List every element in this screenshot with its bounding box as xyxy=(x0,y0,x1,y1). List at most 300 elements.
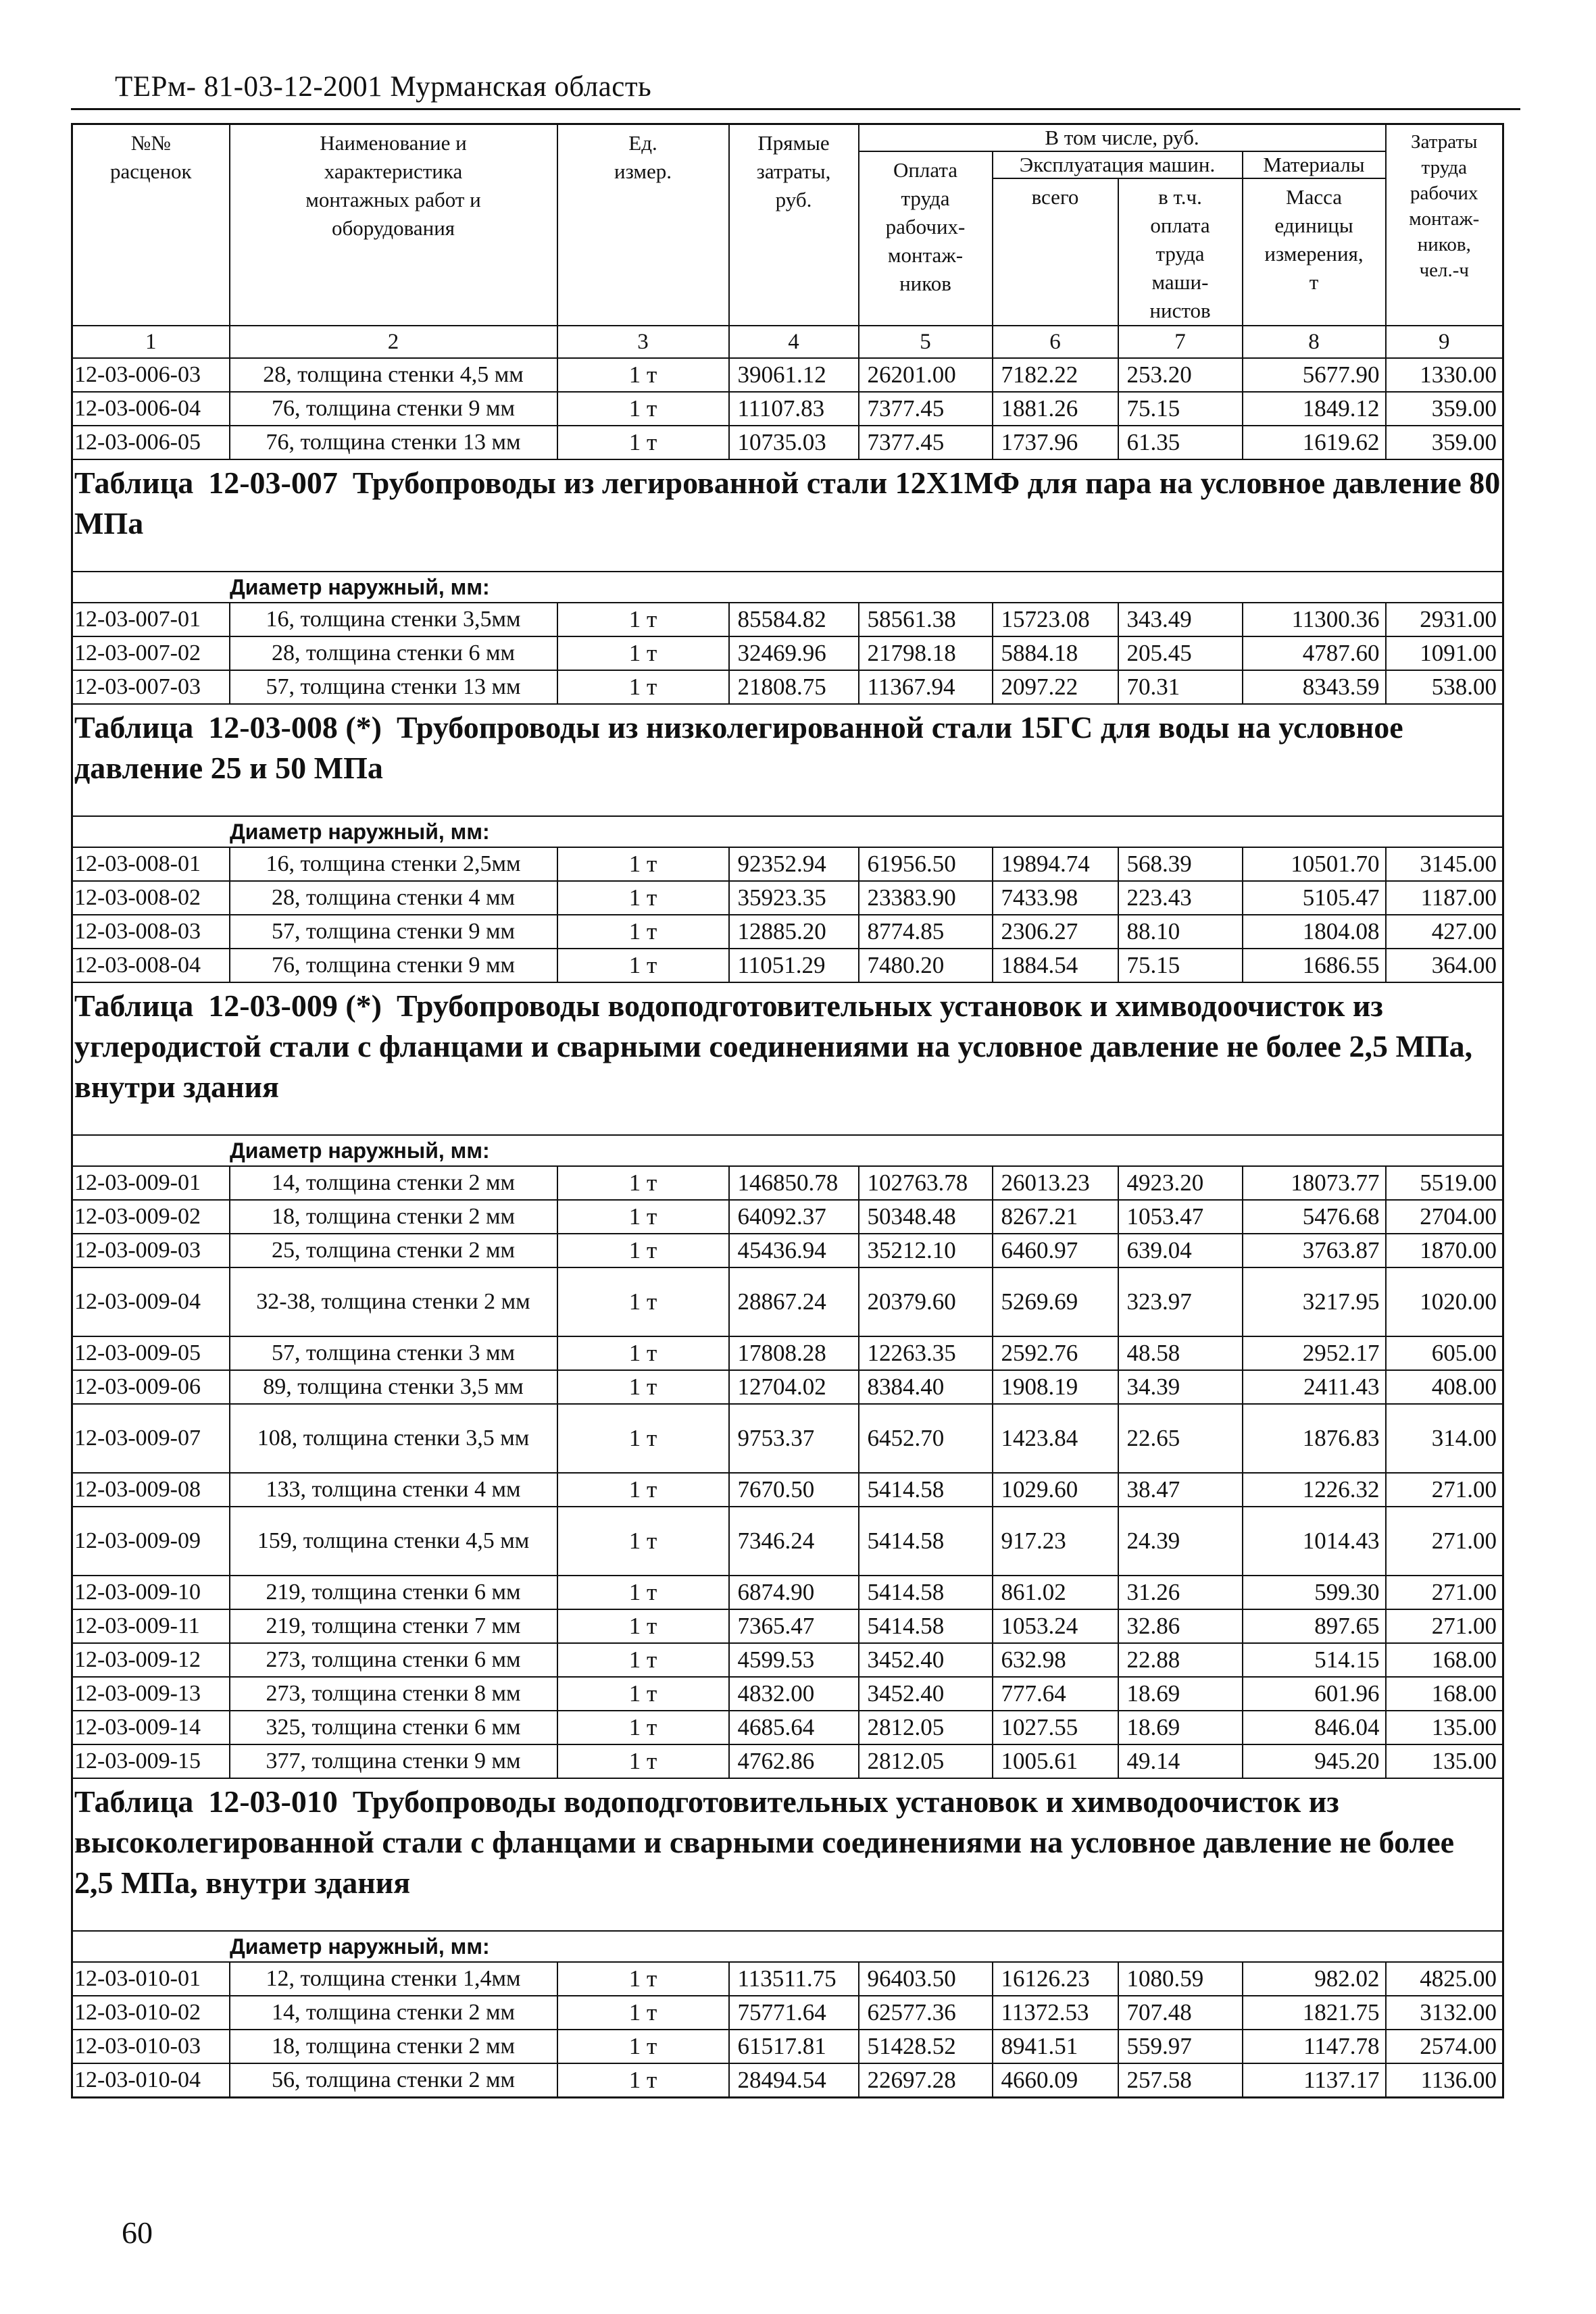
cell-unit: 1 т xyxy=(557,2063,729,2098)
cell-direct: 12704.02 xyxy=(729,1370,859,1404)
cell-labor-hours: 271.00 xyxy=(1386,1473,1503,1507)
cell-materials: 514.15 xyxy=(1243,1643,1386,1677)
cell-code: 12-03-009-14 xyxy=(72,1711,230,1744)
cell-code: 12-03-009-02 xyxy=(72,1200,230,1234)
cell-unit: 1 т xyxy=(557,1234,729,1267)
table-row xyxy=(72,1643,1503,1677)
cell-code: 12-03-009-01 xyxy=(72,1166,230,1200)
cell-labor-pay: 5414.58 xyxy=(859,1576,993,1609)
cell-name: 56, толщина стенки 2 мм xyxy=(230,2063,557,2098)
section-title-row xyxy=(72,982,1503,1107)
cell-name: 76, толщина стенки 9 мм xyxy=(230,949,557,982)
cell-labor-pay: 5414.58 xyxy=(859,1473,993,1507)
column-number: 6 xyxy=(993,326,1118,358)
table-header xyxy=(72,124,1503,326)
cell-direct: 7365.47 xyxy=(729,1609,859,1643)
cell-unit: 1 т xyxy=(557,1962,729,1996)
col-mass-header: Масса единицы измерения, т xyxy=(1243,178,1386,326)
cell-code: 12-03-010-04 xyxy=(72,2063,230,2098)
cell-direct: 92352.94 xyxy=(729,847,859,881)
cell-code: 12-03-009-06 xyxy=(72,1370,230,1404)
document-header: ТЕРм- 81-03-12-2001 Мурманская область xyxy=(115,71,652,103)
cell-code: 12-03-010-03 xyxy=(72,2030,230,2063)
col-direct-header: Прямые затраты, руб. xyxy=(729,124,859,326)
cell-labor-hours: 168.00 xyxy=(1386,1643,1503,1677)
cell-labor-pay: 8384.40 xyxy=(859,1370,993,1404)
diameter-subheading: Диаметр наружный, мм: xyxy=(72,572,1503,603)
cell-materials: 18073.77 xyxy=(1243,1166,1386,1200)
cell-machine-total: 917.23 xyxy=(993,1507,1118,1576)
cell-machine-labor: 568.39 xyxy=(1118,847,1243,881)
cell-labor-hours: 3132.00 xyxy=(1386,1996,1503,2030)
cell-materials: 1804.08 xyxy=(1243,915,1386,949)
cell-code: 12-03-009-11 xyxy=(72,1609,230,1643)
cell-unit: 1 т xyxy=(557,2030,729,2063)
cell-materials: 5105.47 xyxy=(1243,881,1386,915)
cell-machine-labor: 75.15 xyxy=(1118,392,1243,426)
table-row xyxy=(72,670,1503,704)
cell-code: 12-03-009-05 xyxy=(72,1336,230,1370)
cell-materials: 601.96 xyxy=(1243,1677,1386,1711)
col-code-header: №№ расценок xyxy=(72,124,230,326)
cell-labor-hours: 314.00 xyxy=(1386,1404,1503,1473)
cell-materials: 846.04 xyxy=(1243,1711,1386,1744)
section-spacer xyxy=(72,1903,1503,1931)
cell-unit: 1 т xyxy=(557,1677,729,1711)
cell-machine-total: 2592.76 xyxy=(993,1336,1118,1370)
cell-machine-total: 7433.98 xyxy=(993,881,1118,915)
cell-unit: 1 т xyxy=(557,915,729,949)
cell-labor-hours: 1330.00 xyxy=(1386,358,1503,392)
cell-labor-hours: 5519.00 xyxy=(1386,1166,1503,1200)
cell-machine-total: 861.02 xyxy=(993,1576,1118,1609)
column-number: 8 xyxy=(1243,326,1386,358)
cell-labor-pay: 96403.50 xyxy=(859,1962,993,1996)
table-row xyxy=(72,949,1503,982)
column-number: 9 xyxy=(1386,326,1503,358)
cell-labor-pay: 23383.90 xyxy=(859,881,993,915)
cell-materials: 1147.78 xyxy=(1243,2030,1386,2063)
cell-machine-labor: 75.15 xyxy=(1118,949,1243,982)
table-row xyxy=(72,1609,1503,1643)
cell-name: 219, толщина стенки 6 мм xyxy=(230,1576,557,1609)
section-title-row xyxy=(72,704,1503,788)
cell-code: 12-03-009-13 xyxy=(72,1677,230,1711)
section-title-label: Таблица xyxy=(74,466,194,500)
section-title-label: Таблица xyxy=(74,1784,194,1819)
cell-labor-pay: 7377.45 xyxy=(859,426,993,459)
cell-unit: 1 т xyxy=(557,1370,729,1404)
table-row xyxy=(72,915,1503,949)
cell-labor-pay: 20379.60 xyxy=(859,1267,993,1336)
cell-materials: 2411.43 xyxy=(1243,1370,1386,1404)
cell-machine-total: 1005.61 xyxy=(993,1744,1118,1778)
table-row xyxy=(72,1744,1503,1778)
cell-unit: 1 т xyxy=(557,1507,729,1576)
cell-code: 12-03-007-01 xyxy=(72,603,230,636)
col-machine-labor-header: в т.ч. оплата труда маши- нистов xyxy=(1118,178,1243,326)
cell-labor-hours: 271.00 xyxy=(1386,1507,1503,1576)
cell-materials: 3217.95 xyxy=(1243,1267,1386,1336)
cell-machine-labor: 253.20 xyxy=(1118,358,1243,392)
cell-name: 57, толщина стенки 3 мм xyxy=(230,1336,557,1370)
cell-unit: 1 т xyxy=(557,1609,729,1643)
spacer-cell xyxy=(72,1107,1503,1135)
cell-direct: 6874.90 xyxy=(729,1576,859,1609)
cell-name: 25, толщина стенки 2 мм xyxy=(230,1234,557,1267)
cell-machine-total: 5884.18 xyxy=(993,636,1118,670)
cell-direct: 4685.64 xyxy=(729,1711,859,1744)
cell-code: 12-03-009-10 xyxy=(72,1576,230,1609)
cell-machine-labor: 707.48 xyxy=(1118,1996,1243,2030)
cell-labor-hours: 1870.00 xyxy=(1386,1234,1503,1267)
cell-labor-pay: 21798.18 xyxy=(859,636,993,670)
cell-machine-labor: 1080.59 xyxy=(1118,1962,1243,1996)
page-number: 60 xyxy=(122,2215,153,2250)
cell-code: 12-03-008-04 xyxy=(72,949,230,982)
cell-materials: 10501.70 xyxy=(1243,847,1386,881)
cell-code: 12-03-008-01 xyxy=(72,847,230,881)
cell-direct: 75771.64 xyxy=(729,1996,859,2030)
cell-machine-total: 7182.22 xyxy=(993,358,1118,392)
cell-materials: 1137.17 xyxy=(1243,2063,1386,2098)
cell-code: 12-03-006-03 xyxy=(72,358,230,392)
cell-labor-hours: 1136.00 xyxy=(1386,2063,1503,2098)
cell-code: 12-03-009-09 xyxy=(72,1507,230,1576)
cell-labor-pay: 2812.05 xyxy=(859,1744,993,1778)
cell-name: 57, толщина стенки 9 мм xyxy=(230,915,557,949)
cell-direct: 21808.75 xyxy=(729,670,859,704)
cell-labor-pay: 58561.38 xyxy=(859,603,993,636)
cell-machine-labor: 34.39 xyxy=(1118,1370,1243,1404)
col-unit-header: Ед. измер. xyxy=(557,124,729,326)
cell-labor-hours: 605.00 xyxy=(1386,1336,1503,1370)
cell-code: 12-03-009-12 xyxy=(72,1643,230,1677)
cell-labor-hours: 2574.00 xyxy=(1386,2030,1503,2063)
cell-materials: 599.30 xyxy=(1243,1576,1386,1609)
cell-labor-pay: 51428.52 xyxy=(859,2030,993,2063)
section-title xyxy=(72,459,1503,544)
cell-unit: 1 т xyxy=(557,1200,729,1234)
section-title-row xyxy=(72,1778,1503,1903)
cell-direct: 7670.50 xyxy=(729,1473,859,1507)
cell-code: 12-03-006-05 xyxy=(72,426,230,459)
section-spacer xyxy=(72,788,1503,816)
cell-materials: 982.02 xyxy=(1243,1962,1386,1996)
cell-direct: 9753.37 xyxy=(729,1404,859,1473)
section-title-text: Трубопроводы водоподготовительных установок и химводоочисток из высоколегированной стали с фланцами и сварными соединениями на условное давление не более 2,5 МПа, внутри здания xyxy=(74,1784,1455,1900)
subheading-row xyxy=(72,1931,1503,1962)
cell-name: 133, толщина стенки 4 мм xyxy=(230,1473,557,1507)
cell-materials: 1821.75 xyxy=(1243,1996,1386,2030)
cell-machine-total: 1053.24 xyxy=(993,1609,1118,1643)
cell-machine-labor: 24.39 xyxy=(1118,1507,1243,1576)
cell-labor-pay: 35212.10 xyxy=(859,1234,993,1267)
cell-code: 12-03-010-02 xyxy=(72,1996,230,2030)
cell-direct: 4832.00 xyxy=(729,1677,859,1711)
header-rule xyxy=(71,108,1520,110)
cell-labor-hours: 271.00 xyxy=(1386,1609,1503,1643)
col-labor-pay-header: Оплата труда рабочих- монтаж- ников xyxy=(859,151,993,326)
cell-materials: 8343.59 xyxy=(1243,670,1386,704)
cell-labor-hours: 2704.00 xyxy=(1386,1200,1503,1234)
cell-machine-total: 15723.08 xyxy=(993,603,1118,636)
column-number: 3 xyxy=(557,326,729,358)
cell-code: 12-03-009-03 xyxy=(72,1234,230,1267)
table-row xyxy=(72,603,1503,636)
cell-machine-total: 6460.97 xyxy=(993,1234,1118,1267)
cell-machine-total: 16126.23 xyxy=(993,1962,1118,1996)
cell-direct: 11051.29 xyxy=(729,949,859,982)
section-spacer xyxy=(72,1107,1503,1135)
table-row xyxy=(72,1336,1503,1370)
cell-unit: 1 т xyxy=(557,1711,729,1744)
cell-machine-labor: 22.88 xyxy=(1118,1643,1243,1677)
table-row xyxy=(72,1267,1503,1336)
cell-name: 18, толщина стенки 2 мм xyxy=(230,1200,557,1234)
cell-labor-hours: 408.00 xyxy=(1386,1370,1503,1404)
table-row xyxy=(72,1576,1503,1609)
cell-name: 377, толщина стенки 9 мм xyxy=(230,1744,557,1778)
table-row xyxy=(72,1507,1503,1576)
cell-labor-pay: 22697.28 xyxy=(859,2063,993,2098)
cell-name: 14, толщина стенки 2 мм xyxy=(230,1166,557,1200)
rates-table xyxy=(71,123,1504,2098)
cell-machine-labor: 257.58 xyxy=(1118,2063,1243,2098)
cell-machine-total: 1884.54 xyxy=(993,949,1118,982)
table-row xyxy=(72,2030,1503,2063)
cell-code: 12-03-008-03 xyxy=(72,915,230,949)
col-including-header: В том числе, руб. xyxy=(859,124,1386,152)
cell-machine-total: 8941.51 xyxy=(993,2030,1118,2063)
cell-name: 273, толщина стенки 8 мм xyxy=(230,1677,557,1711)
cell-machine-labor: 70.31 xyxy=(1118,670,1243,704)
cell-unit: 1 т xyxy=(557,358,729,392)
column-number: 1 xyxy=(72,326,230,358)
table-row xyxy=(72,358,1503,392)
cell-materials: 3763.87 xyxy=(1243,1234,1386,1267)
cell-machine-labor: 4923.20 xyxy=(1118,1166,1243,1200)
cell-machine-total: 2306.27 xyxy=(993,915,1118,949)
cell-unit: 1 т xyxy=(557,881,729,915)
cell-materials: 4787.60 xyxy=(1243,636,1386,670)
cell-labor-pay: 7377.45 xyxy=(859,392,993,426)
table-row xyxy=(72,1473,1503,1507)
cell-unit: 1 т xyxy=(557,1473,729,1507)
cell-labor-pay: 6452.70 xyxy=(859,1404,993,1473)
col-labor-hours-header: Затраты труда рабочих монтаж- ников, чел.-ч xyxy=(1386,124,1503,326)
table-row xyxy=(72,1234,1503,1267)
subheading-row xyxy=(72,816,1503,847)
cell-materials: 945.20 xyxy=(1243,1744,1386,1778)
cell-name: 32-38, толщина стенки 2 мм xyxy=(230,1267,557,1336)
cell-labor-pay: 62577.36 xyxy=(859,1996,993,2030)
col-machine-ops-header: Эксплуатация машин. xyxy=(993,151,1243,178)
cell-name: 16, толщина стенки 2,5мм xyxy=(230,847,557,881)
section-title-code: 12-03-007 xyxy=(208,466,338,500)
cell-code: 12-03-009-08 xyxy=(72,1473,230,1507)
cell-machine-total: 632.98 xyxy=(993,1643,1118,1677)
cell-machine-labor: 88.10 xyxy=(1118,915,1243,949)
spacer-cell xyxy=(72,544,1503,572)
cell-name: 57, толщина стенки 13 мм xyxy=(230,670,557,704)
cell-machine-total: 1027.55 xyxy=(993,1711,1118,1744)
cell-code: 12-03-009-04 xyxy=(72,1267,230,1336)
cell-machine-labor: 32.86 xyxy=(1118,1609,1243,1643)
cell-materials: 1686.55 xyxy=(1243,949,1386,982)
cell-code: 12-03-007-03 xyxy=(72,670,230,704)
col-materials-header: Материалы xyxy=(1243,151,1386,178)
cell-labor-hours: 359.00 xyxy=(1386,426,1503,459)
cell-materials: 897.65 xyxy=(1243,1609,1386,1643)
cell-labor-pay: 5414.58 xyxy=(859,1609,993,1643)
cell-unit: 1 т xyxy=(557,847,729,881)
section-title-text: Трубопроводы из низколегированной стали 15ГС для воды на условное давление 25 и 50 МПа xyxy=(74,710,1403,785)
cell-name: 14, толщина стенки 2 мм xyxy=(230,1996,557,2030)
cell-labor-hours: 1020.00 xyxy=(1386,1267,1503,1336)
cell-materials: 5677.90 xyxy=(1243,358,1386,392)
cell-machine-labor: 31.26 xyxy=(1118,1576,1243,1609)
cell-unit: 1 т xyxy=(557,1166,729,1200)
cell-direct: 4599.53 xyxy=(729,1643,859,1677)
table-row xyxy=(72,1166,1503,1200)
cell-machine-labor: 18.69 xyxy=(1118,1677,1243,1711)
table-body xyxy=(72,326,1503,2098)
cell-labor-pay: 102763.78 xyxy=(859,1166,993,1200)
cell-machine-total: 1881.26 xyxy=(993,392,1118,426)
cell-labor-hours: 2931.00 xyxy=(1386,603,1503,636)
cell-code: 12-03-009-07 xyxy=(72,1404,230,1473)
section-title xyxy=(72,1778,1503,1903)
cell-direct: 11107.83 xyxy=(729,392,859,426)
cell-direct: 28494.54 xyxy=(729,2063,859,2098)
cell-name: 16, толщина стенки 3,5мм xyxy=(230,603,557,636)
section-title-label: Таблица xyxy=(74,710,194,745)
cell-labor-hours: 1091.00 xyxy=(1386,636,1503,670)
cell-direct: 61517.81 xyxy=(729,2030,859,2063)
section-spacer xyxy=(72,544,1503,572)
cell-name: 273, толщина стенки 6 мм xyxy=(230,1643,557,1677)
section-title xyxy=(72,982,1503,1107)
cell-direct: 39061.12 xyxy=(729,358,859,392)
cell-unit: 1 т xyxy=(557,1643,729,1677)
table-row xyxy=(72,847,1503,881)
cell-name: 76, толщина стенки 13 мм xyxy=(230,426,557,459)
cell-unit: 1 т xyxy=(557,1336,729,1370)
cell-machine-labor: 323.97 xyxy=(1118,1267,1243,1336)
col-machine-total-header: всего xyxy=(993,178,1118,326)
cell-name: 12, толщина стенки 1,4мм xyxy=(230,1962,557,1996)
cell-code: 12-03-006-04 xyxy=(72,392,230,426)
cell-labor-pay: 11367.94 xyxy=(859,670,993,704)
cell-machine-total: 1908.19 xyxy=(993,1370,1118,1404)
cell-labor-hours: 427.00 xyxy=(1386,915,1503,949)
cell-machine-labor: 48.58 xyxy=(1118,1336,1243,1370)
cell-machine-total: 2097.22 xyxy=(993,670,1118,704)
cell-machine-labor: 49.14 xyxy=(1118,1744,1243,1778)
cell-unit: 1 т xyxy=(557,392,729,426)
column-number: 4 xyxy=(729,326,859,358)
cell-direct: 35923.35 xyxy=(729,881,859,915)
cell-machine-labor: 38.47 xyxy=(1118,1473,1243,1507)
table-row xyxy=(72,1711,1503,1744)
table-row xyxy=(72,1996,1503,2030)
cell-direct: 85584.82 xyxy=(729,603,859,636)
cell-labor-hours: 364.00 xyxy=(1386,949,1503,982)
diameter-subheading: Диаметр наружный, мм: xyxy=(72,1931,1503,1962)
cell-unit: 1 т xyxy=(557,603,729,636)
table-row xyxy=(72,1677,1503,1711)
cell-direct: 12885.20 xyxy=(729,915,859,949)
section-title-row xyxy=(72,459,1503,544)
cell-direct: 64092.37 xyxy=(729,1200,859,1234)
cell-code: 12-03-008-02 xyxy=(72,881,230,915)
cell-unit: 1 т xyxy=(557,670,729,704)
cell-labor-pay: 3452.40 xyxy=(859,1677,993,1711)
cell-machine-labor: 22.65 xyxy=(1118,1404,1243,1473)
cell-name: 89, толщина стенки 3,5 мм xyxy=(230,1370,557,1404)
cell-materials: 2952.17 xyxy=(1243,1336,1386,1370)
cell-labor-hours: 168.00 xyxy=(1386,1677,1503,1711)
section-title-code: 12-03-008 (*) xyxy=(208,710,382,745)
cell-labor-pay: 26201.00 xyxy=(859,358,993,392)
cell-machine-total: 1737.96 xyxy=(993,426,1118,459)
col-name-header: Наименование и характеристика монтажных работ и оборудования xyxy=(230,124,557,326)
cell-direct: 146850.78 xyxy=(729,1166,859,1200)
cell-machine-total: 1423.84 xyxy=(993,1404,1118,1473)
cell-machine-labor: 61.35 xyxy=(1118,426,1243,459)
cell-machine-total: 777.64 xyxy=(993,1677,1118,1711)
subheading-row xyxy=(72,1135,1503,1166)
cell-labor-hours: 4825.00 xyxy=(1386,1962,1503,1996)
cell-materials: 1849.12 xyxy=(1243,392,1386,426)
cell-labor-pay: 7480.20 xyxy=(859,949,993,982)
cell-labor-hours: 1187.00 xyxy=(1386,881,1503,915)
cell-labor-hours: 538.00 xyxy=(1386,670,1503,704)
cell-machine-labor: 343.49 xyxy=(1118,603,1243,636)
section-title-label: Таблица xyxy=(74,988,194,1023)
table-row xyxy=(72,1370,1503,1404)
table-row xyxy=(72,881,1503,915)
cell-labor-pay: 61956.50 xyxy=(859,847,993,881)
cell-labor-hours: 271.00 xyxy=(1386,1576,1503,1609)
cell-direct: 10735.03 xyxy=(729,426,859,459)
cell-name: 108, толщина стенки 3,5 мм xyxy=(230,1404,557,1473)
cell-name: 76, толщина стенки 9 мм xyxy=(230,392,557,426)
column-numbers-row xyxy=(72,326,1503,358)
cell-machine-total: 26013.23 xyxy=(993,1166,1118,1200)
cell-machine-total: 5269.69 xyxy=(993,1267,1118,1336)
cell-name: 325, толщина стенки 6 мм xyxy=(230,1711,557,1744)
cell-unit: 1 т xyxy=(557,1744,729,1778)
section-title-code: 12-03-009 (*) xyxy=(208,988,382,1023)
cell-labor-hours: 359.00 xyxy=(1386,392,1503,426)
cell-unit: 1 т xyxy=(557,636,729,670)
cell-labor-pay: 50348.48 xyxy=(859,1200,993,1234)
cell-labor-hours: 3145.00 xyxy=(1386,847,1503,881)
cell-machine-labor: 223.43 xyxy=(1118,881,1243,915)
cell-direct: 17808.28 xyxy=(729,1336,859,1370)
cell-materials: 1226.32 xyxy=(1243,1473,1386,1507)
cell-materials: 1619.62 xyxy=(1243,426,1386,459)
cell-labor-pay: 2812.05 xyxy=(859,1711,993,1744)
cell-labor-pay: 3452.40 xyxy=(859,1643,993,1677)
cell-materials: 1014.43 xyxy=(1243,1507,1386,1576)
cell-machine-labor: 1053.47 xyxy=(1118,1200,1243,1234)
cell-machine-labor: 205.45 xyxy=(1118,636,1243,670)
section-title-text: Трубопроводы из легированной стали 12Х1МФ для пара на условное давление 80 МПа xyxy=(74,466,1501,540)
cell-machine-total: 8267.21 xyxy=(993,1200,1118,1234)
